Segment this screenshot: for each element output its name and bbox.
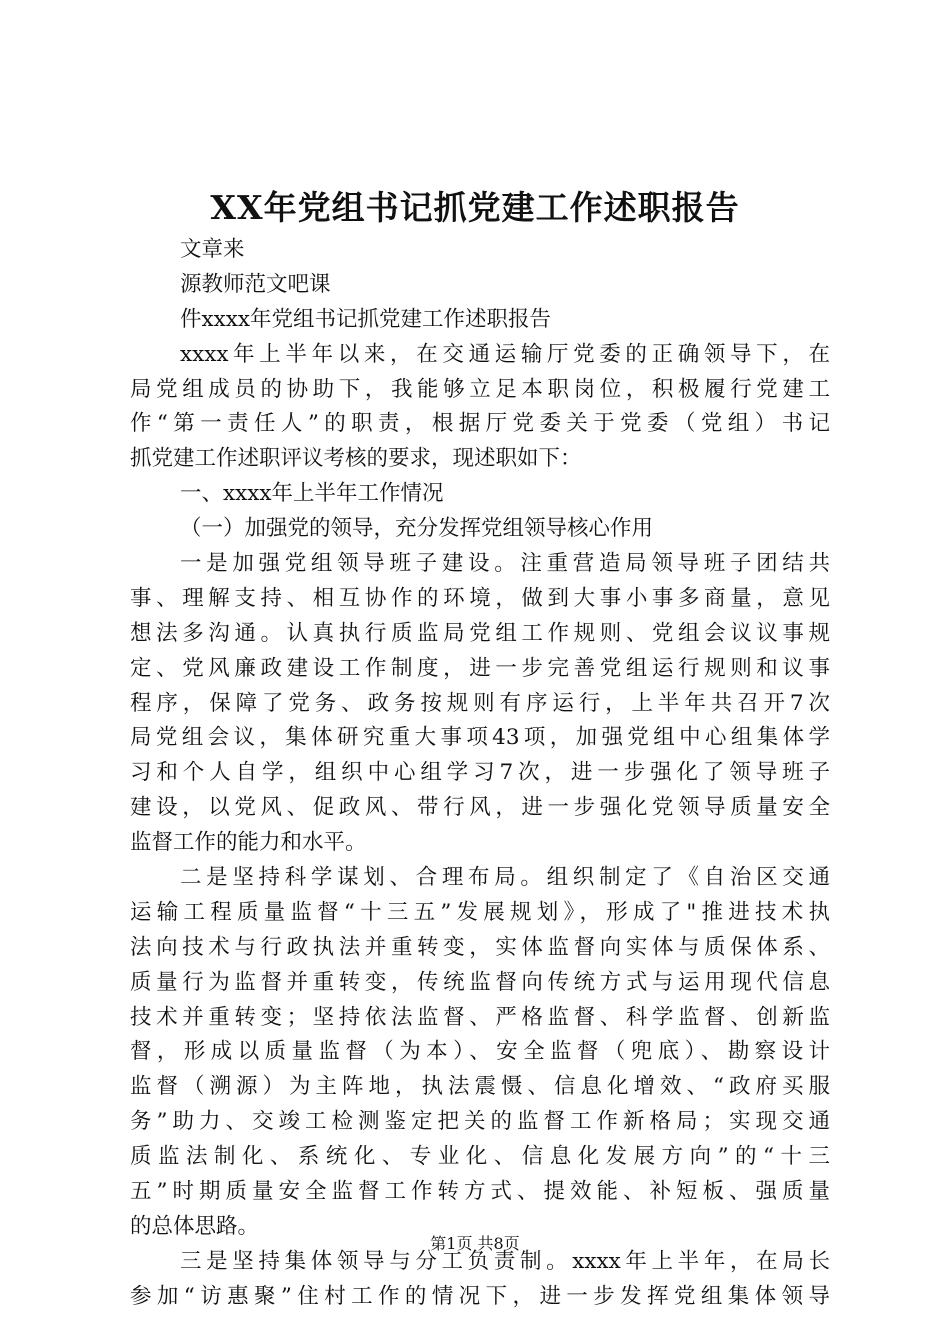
text-line: 质监法制化、系统化、专业化、信息化发展方向”的“十三 xyxy=(130,1144,830,1170)
text-line: 一是加强党组领导班子建设。注重营造局领导班子团结共 xyxy=(180,551,830,577)
text-line: 质量行为监督并重转变，传统监督向传统方式与运用现代信息 xyxy=(130,969,830,995)
section-heading: 一、xxxx年上半年工作情况 xyxy=(180,481,444,507)
text-line: 务”助力、交竣工检测鉴定把关的监督工作新格局；实现交通 xyxy=(130,1109,830,1135)
text-line: 五”时期质量安全监督工作转方式、提效能、补短板、强质量 xyxy=(130,1179,830,1205)
text-line: 监督工作的能力和水平。 xyxy=(130,830,367,856)
document-body xyxy=(130,233,830,1315)
text-line: 作“第一责任人”的职责，根据厅党委关于党委（党组）书记 xyxy=(130,411,830,437)
text-line: 二是坚持科学谋划、合理布局。组织制定了《自治区交通 xyxy=(180,865,830,891)
text-line: 局党组成员的协助下，我能够立足本职岗位，积极履行党建工 xyxy=(130,376,830,402)
subsection-heading: （一）加强党的领导，充分发挥党组领导核心作用 xyxy=(180,516,654,542)
text-line: 建设，以党风、促政风、带行风，进一步强化党领导质量安全 xyxy=(130,795,830,821)
text-line: 监督（溯源）为主阵地，执法震慑、信息化增效、“政府买服 xyxy=(130,1074,830,1100)
text-line: 定、党风廉政建设工作制度，进一步完善党组运行规则和议事 xyxy=(130,655,830,681)
text-line: 的总体思路。 xyxy=(130,1213,260,1239)
text-line: 想法多沟通。认真执行质监局党组工作规则、党组会议议事规 xyxy=(130,620,830,646)
page-footer: 第1页 共8页 xyxy=(430,1234,520,1253)
text-line: 程序，保障了党务、政务按规则有序运行，上半年共召开7次 xyxy=(130,690,830,716)
text-line: 法向技术与行政执法并重转变，实体监督向实体与质保体系、 xyxy=(130,934,830,960)
text-line: 督，形成以质量监督（为本）、安全监督（兜底）、勘察设计 xyxy=(130,1039,830,1065)
text-line: 源教师范文吧课 xyxy=(180,271,331,297)
text-line: 事、理解支持、相互协作的环境，做到大事小事多商量，意见 xyxy=(130,585,830,611)
text-line: 习和个人自学，组织中心组学习7次，进一步强化了领导班子 xyxy=(130,760,830,786)
text-line: 抓党建工作述职评议考核的要求，现述职如下： xyxy=(130,446,582,472)
text-line: 件xxxx年党组书记抓党建工作述职报告 xyxy=(180,306,552,332)
document-title: XX年党组书记抓党建工作述职报告 xyxy=(210,188,740,227)
text-line: 文章来 xyxy=(180,237,245,262)
text-line: 三是坚持集体领导与分工负责制。xxxx年上半年，在局长 xyxy=(180,1248,830,1274)
text-line: 运输工程质量监督“十三五”发展规划》，形成了"推进技术执 xyxy=(130,899,830,925)
text-line: 技术并重转变；坚持依法监督、严格监督、科学监督、创新监 xyxy=(130,1004,830,1030)
text-line: 局党组会议，集体研究重大事项43项，加强党组中心组集体学 xyxy=(130,725,830,751)
text-line: xxxx年上半年以来，在交通运输厅党委的正确领导下，在 xyxy=(180,341,830,367)
text-line: 参加“访惠聚”住村工作的情况下，进一步发挥党组集体领导 xyxy=(130,1283,830,1309)
